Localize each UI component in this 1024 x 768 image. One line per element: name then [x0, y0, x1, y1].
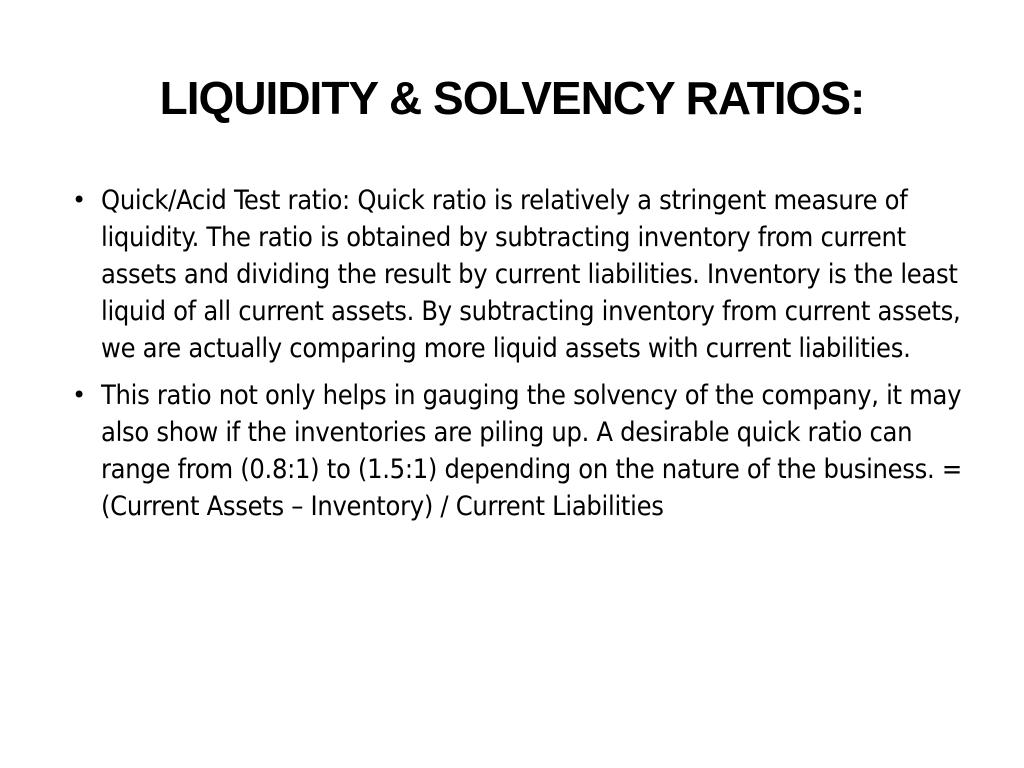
slide-bullet-list	[72, 182, 962, 535]
bullet-text: This ratio not only helps in gauging the solvency of the company, it may also show if the inventories are piling up. A desirable quick ratio can range from (0.8:1) to (1.5:1) depending on the nature of the business. = (Current Assets – Inventory) / Current Liabilities	[101, 380, 962, 522]
bullet-icon: •	[72, 186, 86, 214]
bullet-item-solvency	[72, 377, 962, 525]
bullet-icon: •	[72, 381, 86, 409]
bullet-text: Quick/Acid Test ratio: Quick ratio is relatively a stringent measure of liquidity. The ratio is obtained by subtracting inventory from current assets and dividing the result by current liabilities. Inventory is the least liquid of all current assets. By subtracting inventory from current assets, we are actually comparing more liquid assets with current liabilities.	[101, 185, 961, 364]
bullet-item-quick-ratio	[72, 182, 962, 367]
slide-title: LIQUIDITY & SOLVENCY RATIOS:	[159, 72, 865, 124]
